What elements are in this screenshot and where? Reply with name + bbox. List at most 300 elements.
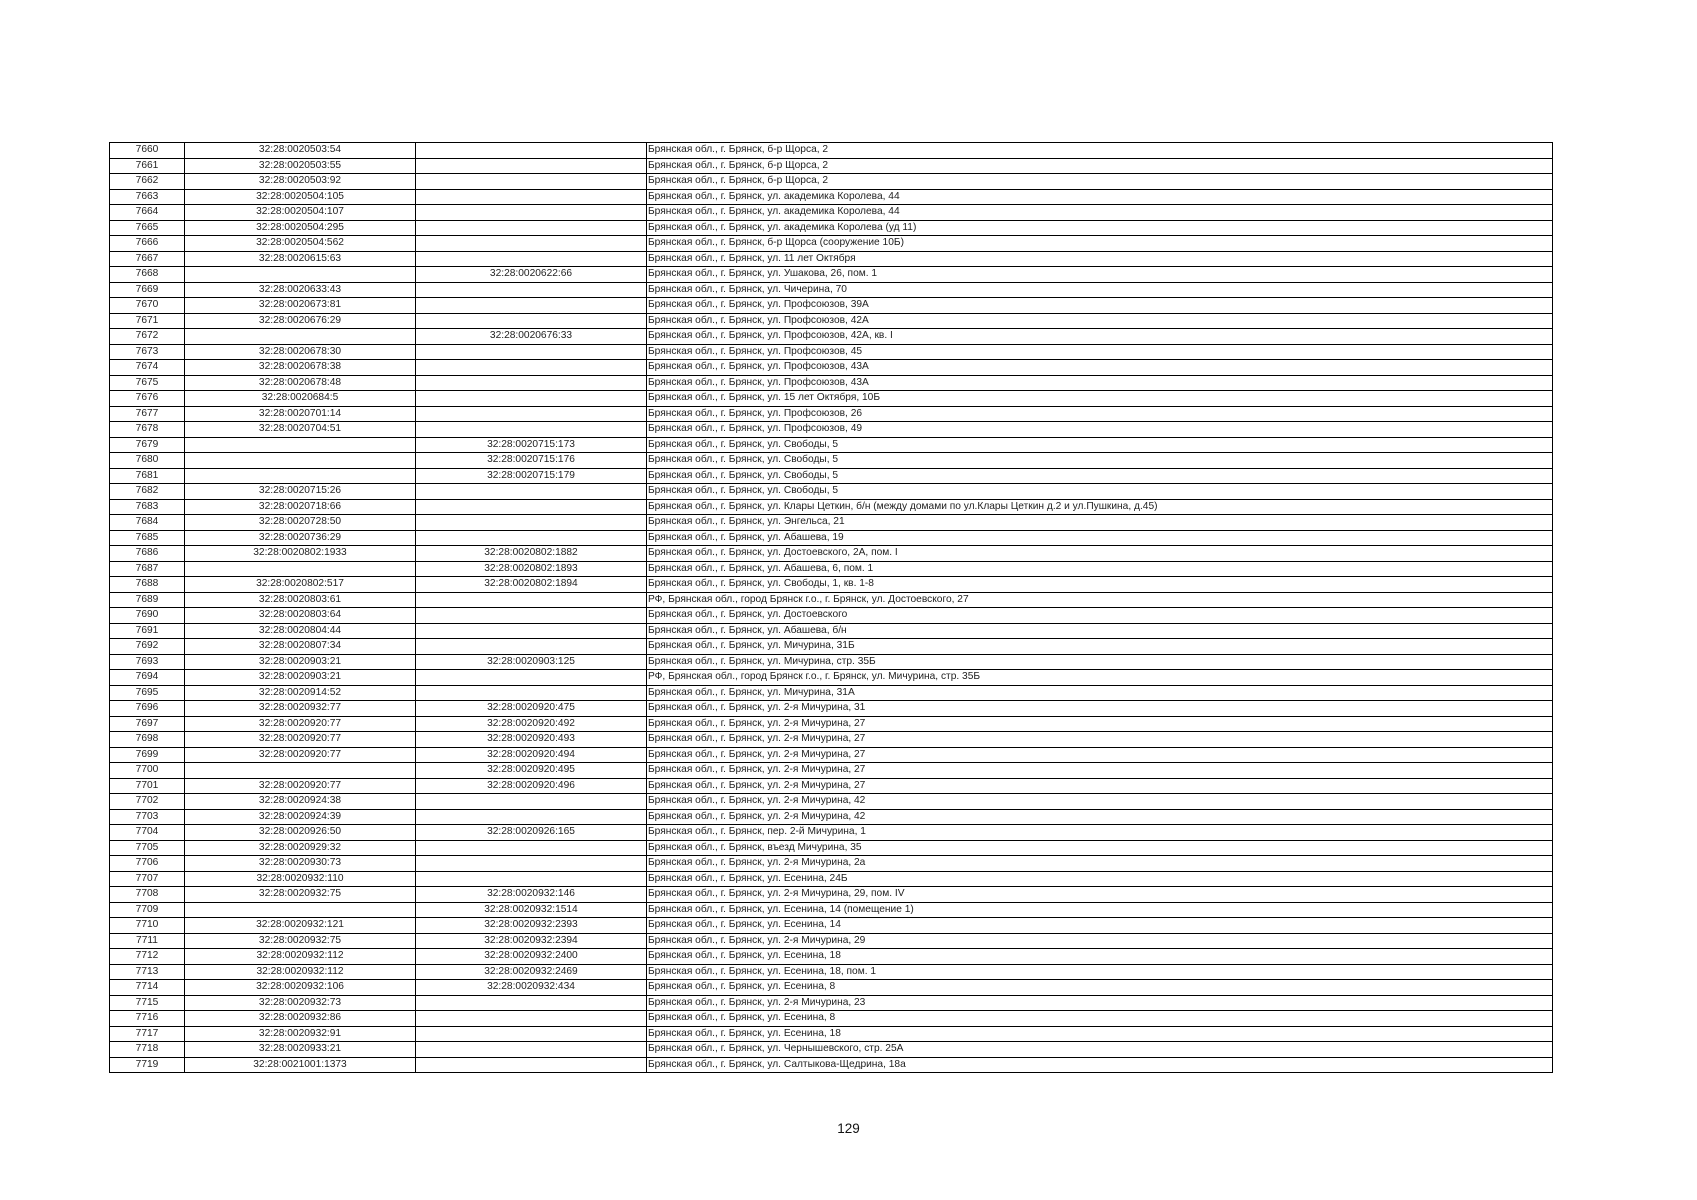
object-cadastral-number-cell [416,1011,647,1027]
address-cell: Брянская обл., г. Брянск, ул. Мичурина, стр. 35Б [647,654,1553,670]
object-cadastral-number-cell: 32:28:0020903:125 [416,654,647,670]
object-cadastral-number-cell: 32:28:0020920:496 [416,778,647,794]
land-cadastral-number-cell: 32:28:0020503:92 [185,174,416,190]
row-number-cell: 7679 [110,437,185,453]
object-cadastral-number-cell: 32:28:0020932:1514 [416,902,647,918]
land-cadastral-number-cell: 32:28:0020932:75 [185,887,416,903]
address-cell: Брянская обл., г. Брянск, ул. Достоевского [647,608,1553,624]
address-cell: Брянская обл., г. Брянск, б-р Щорса (сооружение 10Б) [647,236,1553,252]
address-cell: Брянская обл., г. Брянск, ул. Абашева, 6, пом. 1 [647,561,1553,577]
address-cell: Брянская обл., г. Брянск, ул. Профсоюзов, 49 [647,422,1553,438]
land-cadastral-number-cell: 32:28:0020678:30 [185,344,416,360]
object-cadastral-number-cell [416,158,647,174]
row-number-cell: 7704 [110,825,185,841]
address-cell: Брянская обл., г. Брянск, ул. Профсоюзов, 42А [647,313,1553,329]
row-number-cell: 7687 [110,561,185,577]
address-cell: Брянская обл., г. Брянск, ул. Профсоюзов, 45 [647,344,1553,360]
table-row [110,143,1553,159]
address-cell: Брянская обл., г. Брянск, ул. Достоевского, 2А, пом. I [647,546,1553,562]
object-cadastral-number-cell: 32:28:0020932:2393 [416,918,647,934]
row-number-cell: 7691 [110,623,185,639]
address-cell: Брянская обл., г. Брянск, ул. Профсоюзов, 26 [647,406,1553,422]
address-cell: Брянская обл., г. Брянск, б-р Щорса, 2 [647,158,1553,174]
row-number-cell: 7671 [110,313,185,329]
address-cell: Брянская обл., г. Брянск, ул. Свободы, 5 [647,453,1553,469]
object-cadastral-number-cell: 32:28:0020715:173 [416,437,647,453]
land-cadastral-number-cell: 32:28:0020933:21 [185,1042,416,1058]
row-number-cell: 7661 [110,158,185,174]
row-number-cell: 7710 [110,918,185,934]
address-cell: Брянская обл., г. Брянск, ул. Энгельса, 21 [647,515,1553,531]
object-cadastral-number-cell [416,794,647,810]
row-number-cell: 7684 [110,515,185,531]
table-row [110,794,1553,810]
object-cadastral-number-cell [416,189,647,205]
row-number-cell: 7715 [110,995,185,1011]
row-number-cell: 7670 [110,298,185,314]
address-cell: Брянская обл., г. Брянск, ул. Свободы, 5 [647,484,1553,500]
object-cadastral-number-cell [416,995,647,1011]
land-cadastral-number-cell: 32:28:0020676:29 [185,313,416,329]
table-row [110,654,1553,670]
address-cell: Брянская обл., г. Брянск, ул. 2-я Мичурина, 27 [647,732,1553,748]
object-cadastral-number-cell [416,391,647,407]
row-number-cell: 7696 [110,701,185,717]
object-cadastral-number-cell [416,670,647,686]
land-cadastral-number-cell: 32:28:0020932:86 [185,1011,416,1027]
table-row [110,639,1553,655]
object-cadastral-number-cell: 32:28:0020676:33 [416,329,647,345]
row-number-cell: 7697 [110,716,185,732]
table-row [110,577,1553,593]
object-cadastral-number-cell: 32:28:0020715:176 [416,453,647,469]
land-cadastral-number-cell: 32:28:0020504:105 [185,189,416,205]
land-cadastral-number-cell: 32:28:0020807:34 [185,639,416,655]
table-row [110,530,1553,546]
row-number-cell: 7712 [110,949,185,965]
table-row [110,282,1553,298]
page-number: 129 [837,1121,860,1136]
table-row [110,918,1553,934]
object-cadastral-number-cell [416,282,647,298]
address-cell: Брянская обл., г. Брянск, ул. Есенина, 18 [647,1026,1553,1042]
object-cadastral-number-cell [416,515,647,531]
address-cell: Брянская обл., г. Брянск, ул. 2-я Мичурина, 27 [647,747,1553,763]
address-cell: Брянская обл., г. Брянск, ул. академика Королева, 44 [647,189,1553,205]
table-row [110,437,1553,453]
address-cell: Брянская обл., г. Брянск, ул. Профсоюзов, 43А [647,375,1553,391]
row-number-cell: 7705 [110,840,185,856]
address-cell: Брянская обл., г. Брянск, ул. Клары Цеткин, б/н (между домами по ул.Клары Цеткин д.2 и ул.Пушкина, д.45) [647,499,1553,515]
row-number-cell: 7683 [110,499,185,515]
object-cadastral-number-cell: 32:28:0020802:1894 [416,577,647,593]
object-cadastral-number-cell: 32:28:0020802:1882 [416,546,647,562]
object-cadastral-number-cell: 32:28:0020932:2394 [416,933,647,949]
object-cadastral-number-cell [416,809,647,825]
land-cadastral-number-cell: 32:28:0021001:1373 [185,1057,416,1073]
land-cadastral-number-cell: 32:28:0020920:77 [185,716,416,732]
table-row [110,391,1553,407]
object-cadastral-number-cell [416,623,647,639]
address-cell: Брянская обл., г. Брянск, ул. Свободы, 5 [647,468,1553,484]
table-row [110,499,1553,515]
object-cadastral-number-cell [416,344,647,360]
object-cadastral-number-cell [416,298,647,314]
address-cell: Брянская обл., г. Брянск, ул. Абашева, б/н [647,623,1553,639]
table-row [110,205,1553,221]
row-number-cell: 7699 [110,747,185,763]
row-number-cell: 7700 [110,763,185,779]
land-cadastral-number-cell: 32:28:0020932:91 [185,1026,416,1042]
table-row [110,484,1553,500]
object-cadastral-number-cell: 32:28:0020932:2469 [416,964,647,980]
table-row [110,592,1553,608]
land-cadastral-number-cell [185,468,416,484]
land-cadastral-number-cell [185,561,416,577]
address-cell: Брянская обл., г. Брянск, ул. 2-я Мичурина, 27 [647,763,1553,779]
row-number-cell: 7662 [110,174,185,190]
object-cadastral-number-cell: 32:28:0020932:146 [416,887,647,903]
object-cadastral-number-cell [416,220,647,236]
row-number-cell: 7709 [110,902,185,918]
table-row [110,840,1553,856]
table-row [110,995,1553,1011]
address-cell: Брянская обл., г. Брянск, ул. Есенина, 14 [647,918,1553,934]
row-number-cell: 7694 [110,670,185,686]
row-number-cell: 7690 [110,608,185,624]
address-cell: Брянская обл., г. Брянск, ул. Есенина, 24Б [647,871,1553,887]
object-cadastral-number-cell [416,840,647,856]
address-cell: Брянская обл., г. Брянск, ул. 2-я Мичурина, 23 [647,995,1553,1011]
row-number-cell: 7682 [110,484,185,500]
land-cadastral-number-cell: 32:28:0020924:39 [185,809,416,825]
land-cadastral-number-cell: 32:28:0020920:77 [185,747,416,763]
row-number-cell: 7678 [110,422,185,438]
address-cell: Брянская обл., г. Брянск, ул. Профсоюзов, 43А [647,360,1553,376]
land-cadastral-number-cell: 32:28:0020932:112 [185,964,416,980]
row-number-cell: 7714 [110,980,185,996]
address-cell: Брянская обл., г. Брянск, ул. Абашева, 19 [647,530,1553,546]
table-row [110,964,1553,980]
land-cadastral-number-cell [185,267,416,283]
land-cadastral-number-cell [185,763,416,779]
land-cadastral-number-cell: 32:28:0020736:29 [185,530,416,546]
land-cadastral-number-cell: 32:28:0020718:66 [185,499,416,515]
table-row [110,670,1553,686]
table-row [110,313,1553,329]
land-cadastral-number-cell: 32:28:0020903:21 [185,654,416,670]
table-row [110,685,1553,701]
row-number-cell: 7717 [110,1026,185,1042]
address-cell: Брянская обл., г. Брянск, ул. Мичурина, 31А [647,685,1553,701]
object-cadastral-number-cell [416,360,647,376]
row-number-cell: 7693 [110,654,185,670]
row-number-cell: 7686 [110,546,185,562]
address-cell: Брянская обл., г. Брянск, ул. 2-я Мичурина, 29 [647,933,1553,949]
address-cell: РФ, Брянская обл., город Брянск г.о., г. Брянск, ул. Мичурина, стр. 35Б [647,670,1553,686]
object-cadastral-number-cell [416,639,647,655]
land-cadastral-number-cell: 32:28:0020504:295 [185,220,416,236]
table-row [110,716,1553,732]
row-number-cell: 7677 [110,406,185,422]
land-cadastral-number-cell: 32:28:0020804:44 [185,623,416,639]
object-cadastral-number-cell: 32:28:0020932:2400 [416,949,647,965]
table-row [110,468,1553,484]
row-number-cell: 7708 [110,887,185,903]
address-cell: Брянская обл., г. Брянск, ул. 2-я Мичурина, 42 [647,794,1553,810]
land-cadastral-number-cell: 32:28:0020678:38 [185,360,416,376]
object-cadastral-number-cell: 32:28:0020920:492 [416,716,647,732]
address-cell: Брянская обл., г. Брянск, ул. Свободы, 5 [647,437,1553,453]
registry-table [109,142,1553,1073]
row-number-cell: 7701 [110,778,185,794]
land-cadastral-number-cell: 32:28:0020802:517 [185,577,416,593]
row-number-cell: 7676 [110,391,185,407]
table-row [110,980,1553,996]
land-cadastral-number-cell: 32:28:0020932:121 [185,918,416,934]
land-cadastral-number-cell: 32:28:0020803:61 [185,592,416,608]
object-cadastral-number-cell [416,1042,647,1058]
row-number-cell: 7685 [110,530,185,546]
table-row [110,561,1553,577]
row-number-cell: 7692 [110,639,185,655]
object-cadastral-number-cell [416,205,647,221]
row-number-cell: 7664 [110,205,185,221]
row-number-cell: 7660 [110,143,185,159]
object-cadastral-number-cell [416,375,647,391]
row-number-cell: 7718 [110,1042,185,1058]
land-cadastral-number-cell: 32:28:0020914:52 [185,685,416,701]
address-cell: Брянская обл., г. Брянск, пер. 2-й Мичурина, 1 [647,825,1553,841]
land-cadastral-number-cell: 32:28:0020673:81 [185,298,416,314]
row-number-cell: 7669 [110,282,185,298]
object-cadastral-number-cell [416,313,647,329]
address-cell: Брянская обл., г. Брянск, ул. академика Королева (уд 11) [647,220,1553,236]
table-row [110,701,1553,717]
registry-table-body [110,143,1553,1073]
address-cell: Брянская обл., г. Брянск, ул. Чичерина, 70 [647,282,1553,298]
address-cell: Брянская обл., г. Брянск, ул. Профсоюзов, 39А [647,298,1553,314]
land-cadastral-number-cell: 32:28:0020903:21 [185,670,416,686]
row-number-cell: 7680 [110,453,185,469]
table-row [110,1057,1553,1073]
table-row [110,174,1553,190]
row-number-cell: 7707 [110,871,185,887]
land-cadastral-number-cell: 32:28:0020701:14 [185,406,416,422]
object-cadastral-number-cell [416,406,647,422]
address-cell: Брянская обл., г. Брянск, б-р Щорса, 2 [647,174,1553,190]
row-number-cell: 7716 [110,1011,185,1027]
land-cadastral-number-cell: 32:28:0020728:50 [185,515,416,531]
land-cadastral-number-cell: 32:28:0020920:77 [185,778,416,794]
row-number-cell: 7698 [110,732,185,748]
table-row [110,453,1553,469]
table-row [110,902,1553,918]
object-cadastral-number-cell [416,236,647,252]
row-number-cell: 7668 [110,267,185,283]
object-cadastral-number-cell: 32:28:0020920:493 [416,732,647,748]
address-cell: Брянская обл., г. Брянск, ул. Чернышевского, стр. 25А [647,1042,1553,1058]
address-cell: РФ, Брянская обл., город Брянск г.о., г. Брянск, ул. Достоевского, 27 [647,592,1553,608]
table-row [110,220,1553,236]
land-cadastral-number-cell [185,329,416,345]
row-number-cell: 7711 [110,933,185,949]
address-cell: Брянская обл., г. Брянск, ул. 2-я Мичурина, 27 [647,778,1553,794]
address-cell: Брянская обл., г. Брянск, ул. Есенина, 18 [647,949,1553,965]
row-number-cell: 7673 [110,344,185,360]
address-cell: Брянская обл., г. Брянск, б-р Щорса, 2 [647,143,1553,159]
land-cadastral-number-cell: 32:28:0020503:54 [185,143,416,159]
address-cell: Брянская обл., г. Брянск, ул. 15 лет Октября, 10Б [647,391,1553,407]
object-cadastral-number-cell [416,871,647,887]
table-row [110,825,1553,841]
object-cadastral-number-cell [416,685,647,701]
table-row [110,406,1553,422]
address-cell: Брянская обл., г. Брянск, ул. Есенина, 8 [647,980,1553,996]
row-number-cell: 7713 [110,964,185,980]
land-cadastral-number-cell: 32:28:0020932:110 [185,871,416,887]
table-row [110,856,1553,872]
land-cadastral-number-cell: 32:28:0020930:73 [185,856,416,872]
object-cadastral-number-cell [416,174,647,190]
object-cadastral-number-cell [416,499,647,515]
row-number-cell: 7663 [110,189,185,205]
table-row [110,747,1553,763]
address-cell: Брянская обл., г. Брянск, ул. Есенина, 18, пом. 1 [647,964,1553,980]
land-cadastral-number-cell: 32:28:0020803:64 [185,608,416,624]
land-cadastral-number-cell: 32:28:0020715:26 [185,484,416,500]
row-number-cell: 7706 [110,856,185,872]
table-row [110,546,1553,562]
object-cadastral-number-cell [416,530,647,546]
row-number-cell: 7703 [110,809,185,825]
table-row [110,871,1553,887]
land-cadastral-number-cell: 32:28:0020504:107 [185,205,416,221]
object-cadastral-number-cell [416,1026,647,1042]
address-cell: Брянская обл., г. Брянск, въезд Мичурина, 35 [647,840,1553,856]
address-cell: Брянская обл., г. Брянск, ул. 2-я Мичурина, 29, пом. IV [647,887,1553,903]
land-cadastral-number-cell: 32:28:0020932:106 [185,980,416,996]
land-cadastral-number-cell: 32:28:0020924:38 [185,794,416,810]
object-cadastral-number-cell: 32:28:0020920:495 [416,763,647,779]
table-row [110,732,1553,748]
row-number-cell: 7719 [110,1057,185,1073]
land-cadastral-number-cell [185,902,416,918]
table-row [110,949,1553,965]
land-cadastral-number-cell: 32:28:0020932:112 [185,949,416,965]
table-row [110,189,1553,205]
address-cell: Брянская обл., г. Брянск, ул. Салтыкова-Щедрина, 18а [647,1057,1553,1073]
object-cadastral-number-cell [416,143,647,159]
row-number-cell: 7702 [110,794,185,810]
address-cell: Брянская обл., г. Брянск, ул. 11 лет Октября [647,251,1553,267]
table-row [110,763,1553,779]
table-row [110,158,1553,174]
land-cadastral-number-cell: 32:28:0020932:73 [185,995,416,1011]
address-cell: Брянская обл., г. Брянск, ул. 2-я Мичурина, 27 [647,716,1553,732]
table-row [110,267,1553,283]
table-row [110,778,1553,794]
object-cadastral-number-cell [416,1057,647,1073]
row-number-cell: 7688 [110,577,185,593]
land-cadastral-number-cell: 32:28:0020932:75 [185,933,416,949]
land-cadastral-number-cell: 32:28:0020704:51 [185,422,416,438]
land-cadastral-number-cell: 32:28:0020504:562 [185,236,416,252]
address-cell: Брянская обл., г. Брянск, ул. академика Королева, 44 [647,205,1553,221]
table-row [110,809,1553,825]
address-cell: Брянская обл., г. Брянск, ул. Мичурина, 31Б [647,639,1553,655]
table-row [110,375,1553,391]
table-row [110,236,1553,252]
table-row [110,1042,1553,1058]
row-number-cell: 7675 [110,375,185,391]
land-cadastral-number-cell: 32:28:0020503:55 [185,158,416,174]
address-cell: Брянская обл., г. Брянск, ул. 2-я Мичурина, 42 [647,809,1553,825]
address-cell: Брянская обл., г. Брянск, ул. Свободы, 1, кв. 1-8 [647,577,1553,593]
land-cadastral-number-cell [185,453,416,469]
land-cadastral-number-cell: 32:28:0020802:1933 [185,546,416,562]
table-row [110,329,1553,345]
land-cadastral-number-cell: 32:28:0020929:32 [185,840,416,856]
row-number-cell: 7674 [110,360,185,376]
table-row [110,422,1553,438]
table-row [110,360,1553,376]
address-cell: Брянская обл., г. Брянск, ул. Есенина, 8 [647,1011,1553,1027]
object-cadastral-number-cell [416,608,647,624]
land-cadastral-number-cell: 32:28:0020633:43 [185,282,416,298]
table-row [110,1026,1553,1042]
row-number-cell: 7672 [110,329,185,345]
row-number-cell: 7666 [110,236,185,252]
address-cell: Брянская обл., г. Брянск, ул. Ушакова, 26, пом. 1 [647,267,1553,283]
address-cell: Брянская обл., г. Брянск, ул. Есенина, 14 (помещение 1) [647,902,1553,918]
object-cadastral-number-cell [416,592,647,608]
row-number-cell: 7667 [110,251,185,267]
table-row [110,251,1553,267]
table-row [110,344,1553,360]
address-cell: Брянская обл., г. Брянск, ул. 2-я Мичурина, 2а [647,856,1553,872]
land-cadastral-number-cell: 32:28:0020932:77 [185,701,416,717]
row-number-cell: 7689 [110,592,185,608]
address-cell: Брянская обл., г. Брянск, ул. 2-я Мичурина, 31 [647,701,1553,717]
object-cadastral-number-cell: 32:28:0020715:179 [416,468,647,484]
table-row [110,1011,1553,1027]
row-number-cell: 7695 [110,685,185,701]
object-cadastral-number-cell: 32:28:0020802:1893 [416,561,647,577]
table-row [110,623,1553,639]
object-cadastral-number-cell: 32:28:0020920:494 [416,747,647,763]
land-cadastral-number-cell: 32:28:0020920:77 [185,732,416,748]
land-cadastral-number-cell: 32:28:0020926:50 [185,825,416,841]
object-cadastral-number-cell: 32:28:0020926:165 [416,825,647,841]
object-cadastral-number-cell: 32:28:0020920:475 [416,701,647,717]
address-cell: Брянская обл., г. Брянск, ул. Профсоюзов, 42А, кв. I [647,329,1553,345]
table-row [110,608,1553,624]
table-row [110,933,1553,949]
land-cadastral-number-cell: 32:28:0020684:5 [185,391,416,407]
object-cadastral-number-cell [416,251,647,267]
land-cadastral-number-cell: 32:28:0020678:48 [185,375,416,391]
object-cadastral-number-cell [416,422,647,438]
land-cadastral-number-cell: 32:28:0020615:63 [185,251,416,267]
table-row [110,515,1553,531]
table-row [110,887,1553,903]
table-row [110,298,1553,314]
row-number-cell: 7681 [110,468,185,484]
object-cadastral-number-cell [416,484,647,500]
object-cadastral-number-cell: 32:28:0020622:66 [416,267,647,283]
land-cadastral-number-cell [185,437,416,453]
